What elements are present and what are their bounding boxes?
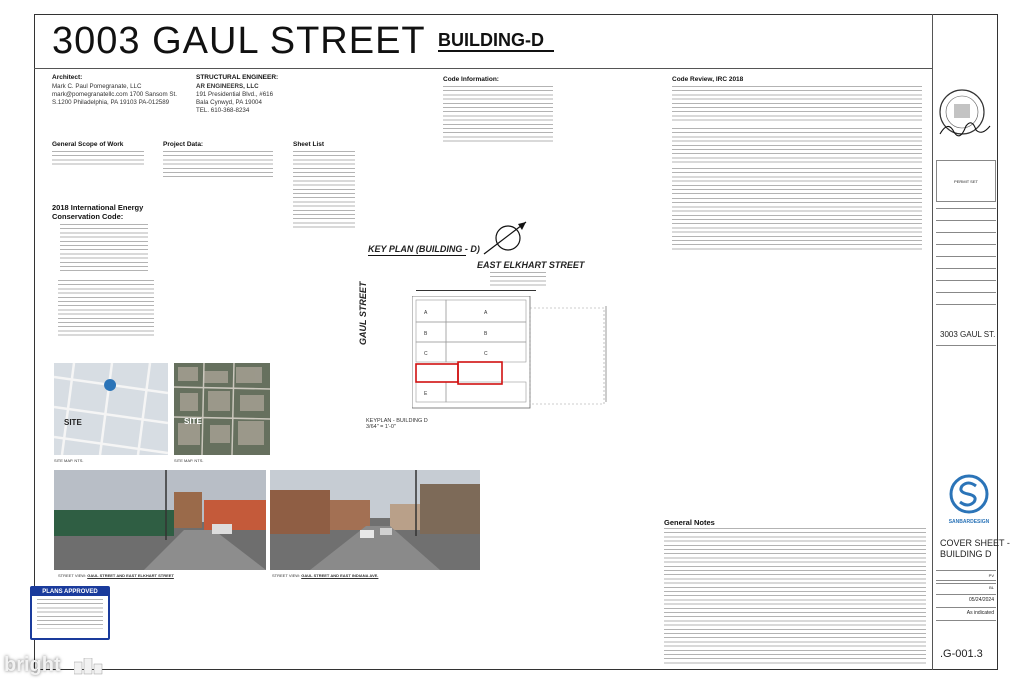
project-name: 3003 GAUL ST. [940,330,996,339]
sheet-scale: As indicated [966,610,994,616]
project-data-text [163,151,273,177]
site-map-caption: SITE MAP. NTS. [54,458,84,463]
permit-set-box: PERMIT SET [936,160,996,202]
bright-watermark: bright [0,652,110,683]
code-review-heading: Code Review, IRC 2018 [672,76,744,83]
title-block-rule [936,345,996,346]
scope-heading: General Scope of Work [52,141,124,148]
street-note [490,272,546,286]
street-label-elkhart: EAST ELKHART STREET [477,260,585,270]
code-review-text-3 [672,168,922,194]
drawn-by: PV [988,573,994,578]
engineer-line: 191 Presidential Blvd., #616 [196,91,274,98]
street-line [416,290,536,291]
general-notes-text [664,528,926,664]
site-map-caption: SITE MAP. NTS. [174,458,204,463]
general-notes-heading: General Notes [664,518,715,527]
sheet-list-text [293,151,355,231]
street-photo-elkhart [54,470,266,570]
key-plan-title-rule [368,255,466,256]
sheet-list-heading: Sheet List [293,141,325,148]
title-divider [34,68,932,69]
energy-code-heading: 2018 International Energy Conservation Code: [52,203,144,221]
architect-heading: Architect: [52,74,83,81]
code-review-text-1 [672,86,922,124]
street-photo-indiana [270,470,480,570]
code-review-text-2 [672,128,922,164]
engineer-line: TEL. 610-368-8234 [196,107,250,114]
engineer-line: AR ENGINEERS, LLC [196,83,259,90]
building-label: BUILDING-D [438,30,544,50]
sheet-date: 05/24/2024 [968,597,994,603]
svg-text:C: C [424,351,428,357]
site-map-street [54,363,168,455]
architect-block [52,74,177,107]
svg-text:A: A [484,310,488,316]
checked-by: BL [989,585,994,590]
project-data-heading: Project Data: [163,141,204,148]
site-map-aerial [174,363,270,455]
key-plan-caption: KEYPLAN - BUILDING D 3/64" = 1'-0" [366,418,428,430]
sheet-number: .G-001.3 [940,648,983,660]
key-plan-title: KEY PLAN (BUILDING - D) [368,244,480,254]
energy-code-table [60,224,148,274]
architect-seal [936,84,996,144]
building-label-underline [438,50,554,52]
key-plan-drawing [412,296,612,418]
revision-table [936,208,996,318]
code-info-heading: Code Information: [443,76,499,83]
street-photo-caption: STREET VIEW: GAUL STREET AND EAST ELKHART STREET [58,573,174,578]
site-label-map: SITE [64,418,82,427]
svg-text:B: B [484,331,488,337]
page-title: 3003 GAUL STREET [52,20,426,62]
svg-text:A: A [424,310,428,316]
code-info-text [443,86,553,144]
site-label-aerial: SITE [184,417,202,426]
energy-code-notes [58,280,154,338]
architect-line: mark@pomegranatellc.com 1700 Sansom St. [52,91,177,98]
street-photo-caption: STREET VIEW: GAUL STREET AND EAST INDIANA AVE. [272,573,379,578]
architect-line: S.1200 Philadelphia, PA 19103 PA-012589 [52,99,170,106]
sheet-info-table [936,570,996,634]
engineer-block [196,74,278,115]
engineer-line: Bala Cynwyd, PA 19004 [196,99,262,106]
architect-line: Mark C. Paul Pomegranate, LLC [52,83,142,90]
title-block-divider [932,14,933,670]
sanbardesign-logo: SANBARDESIGN [942,474,996,524]
north-arrow-icon [478,218,530,258]
approval-stamp: PLANS APPROVED [30,586,110,640]
svg-text:E: E [424,391,428,397]
scope-text [52,151,144,167]
svg-text:C: C [484,351,488,357]
street-label-gaul: GAUL STREET [358,281,368,345]
svg-text:B: B [424,331,428,337]
sheet-title: COVER SHEET - BUILDING D [940,538,1010,559]
code-review-text-4 [672,198,922,250]
engineer-heading: STRUCTURAL ENGINEER: [196,74,279,81]
